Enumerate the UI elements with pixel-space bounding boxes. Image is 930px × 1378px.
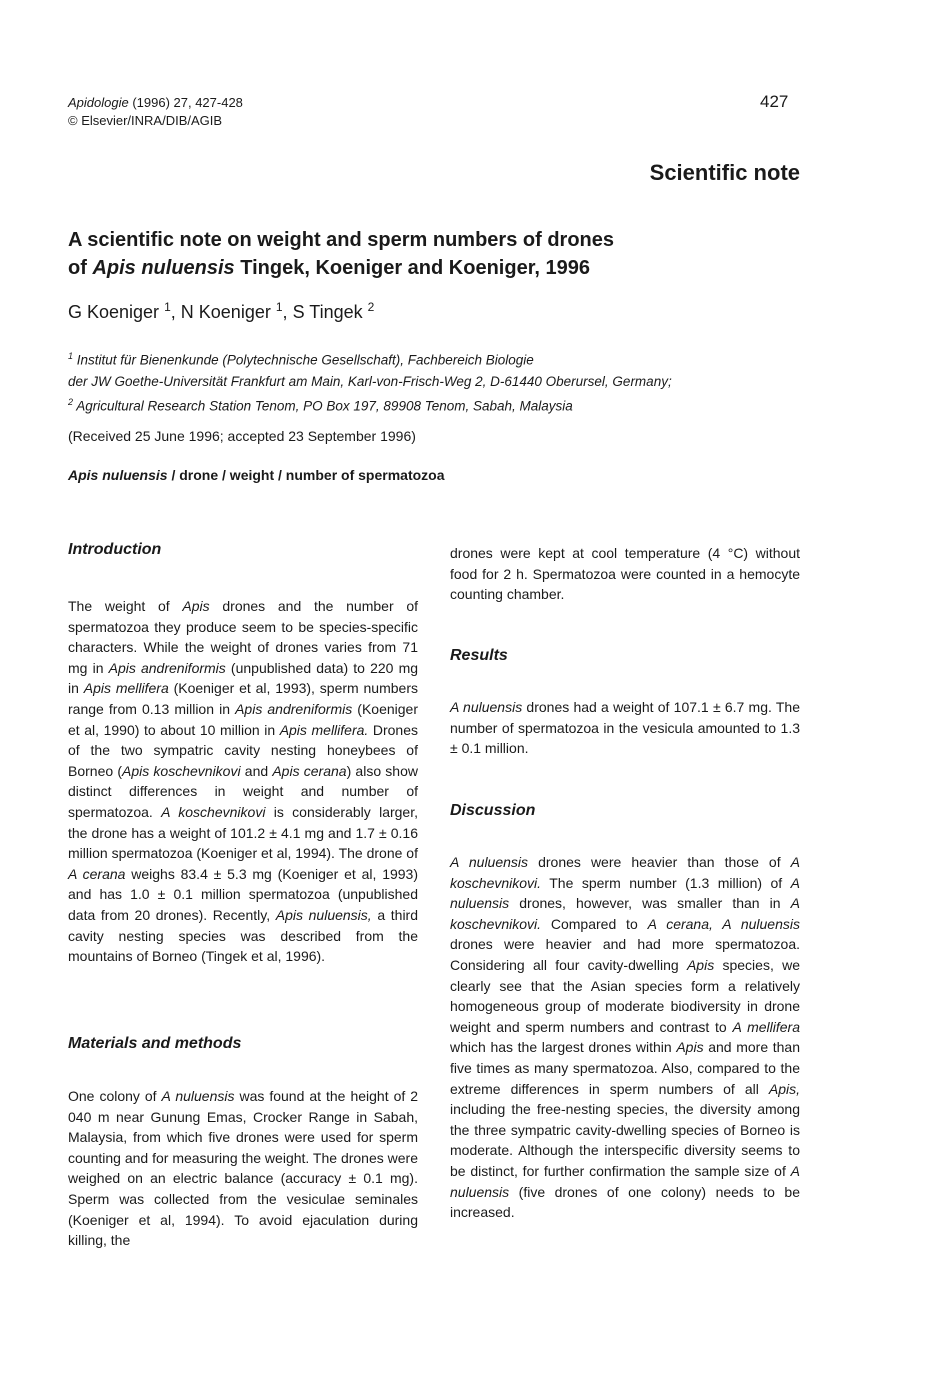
received-dates: (Received 25 June 1996; accepted 23 September 1996): [68, 428, 416, 444]
title-line-2: [68, 254, 808, 282]
affil-1-line-1: Institut für Bienenkunde (Polytechnische Gesellschaft), Fachbereich Biologie: [76, 352, 534, 368]
affil-sup: 2: [68, 396, 74, 407]
heading-materials: Materials and methods: [68, 1035, 242, 1052]
author-name: G Koeniger: [68, 302, 160, 322]
keywords-species: Apis nuluensis: [68, 467, 168, 483]
affil-sup: 1: [68, 351, 74, 361]
author-name: S Tingek: [292, 302, 363, 322]
keywords-rest: / drone / weight / number of spermatozoa: [167, 467, 445, 483]
page-number: 427: [760, 92, 789, 111]
heading-introduction: Introduction: [68, 541, 162, 558]
journal-volume: (1996) 27, 427-428: [128, 95, 243, 110]
heading-results: Results: [450, 647, 508, 664]
title-species: Apis nuluensis: [92, 257, 235, 279]
introduction-body: The weight of Apis drones and the number of spermatozoa they produce seem to be species-specific characters. While the weight of drones varies from 71 mg in Apis andreniformis (unpublished data) to 220 mg in Apis mellifera (Koeniger et al, 1993), sperm numbers range from 0.13 million in Apis andreniformis (Koeniger et al, 1990) to about 10 million in Apis mellifera. Drones of the two sympatric cavity nesting honeybees of Borneo (Apis koschevnikovi and Apis cerana) also show distinct differences in weight and number of spermatozoa. A koschevnikovi is considerably larger, the drone has a weight of 101.2 ± 4.1 mg and 1.7 ± 0.16 million spermatozoa (Koeniger et al, 1994). The drone of A cerana weighs 83.4 ± 5.3 mg (Koeniger et al, 1993) and has 1.0 ± 0.1 million spermatozoa (unpublished data from 20 drones). Recently, Apis nuluensis, a third cavity nesting species was described from the mountains of Borneo (Tingek et al, 1996).: [68, 598, 419, 965]
copyright: © Elsevier/INRA/DIB/AGIB: [68, 113, 223, 128]
author-name: N Koeniger: [180, 302, 271, 322]
heading-discussion: Discussion: [450, 802, 536, 819]
title-prefix: of: [68, 257, 93, 279]
results-body: A nuluensis drones had a weight of 107.1 ± 6.7 mg. The number of spermatozoa in the vesicula amounted to 1.3 ± 0.1 million.: [450, 699, 800, 757]
keywords: [68, 467, 445, 483]
author-sup: 1: [275, 300, 283, 314]
title-suffix: Tingek, Koeniger and Koeniger, 1996: [234, 257, 590, 279]
discussion-body: A nuluensis drones were heavier than those of A koschevnikovi. The sperm number (1.3 million) of A nuluensis drones, however, was smaller than in A koschevnikovi. Compared to A cerana, A nuluensis drones were heavier and had more spermatozoa. Considering all four cavity-dwelling Apis species, we clearly see that the Asian species form a relatively homogeneous group of moderate biodiversity in drone weight and sperm numbers and contrast to A mellifera which has the largest drones within Apis and more than five times as many spermatozoa. Also, compared to the extreme differences in sperm numbers of all Apis, including the free-nesting species, the diversity among the three sympatric cavity-dwelling species of Borneo is moderate. Although the interspecific diversity seems to be distinct, for further confirmation the sample size of A nuluensis (five drones of one colony) needs to be increased.: [450, 854, 801, 1221]
journal-citation: [68, 94, 243, 130]
title-line-1: A scientific note on weight and sperm numbers of drones: [68, 229, 614, 251]
materials-continued: drones were kept at cool temperature (4 °C) without food for 2 h. Spermatozoa were counted in a hemocyte counting chamber.: [450, 545, 800, 603]
article-title: [68, 226, 808, 282]
journal-name: Apidologie: [68, 95, 129, 110]
authors: G Koeniger $^1$, N Koeniger $^1$, S Tingek $^2$: [68, 300, 375, 322]
affil-1-line-2: der JW Goethe-Universität Frankfurt am Main, Karl-von-Frisch-Weg 2, D-61440 Oberursel, Germany;: [68, 373, 672, 389]
affiliations: [68, 346, 848, 416]
affil-2-line: Agricultural Research Station Tenom, PO Box 197, 89908 Tenom, Sabah, Malaysia: [76, 398, 573, 413]
materials-body: One colony of A nuluensis was found at the height of 2 040 m near Gunung Emas, Crocker Range in Sabah, Malaysia, from which five drones were used for sperm counting and for measuring the weight. The drones were weighed on an electric balance (accuracy ± 0.1 mg). Sperm was collected from the vesiculae seminales (Koeniger et al, 1994). To avoid ejaculation during killing, the: [68, 1088, 419, 1249]
section-label: Scientific note: [649, 160, 800, 185]
author-sup: 1: [164, 300, 171, 314]
author-sup: 2: [367, 300, 375, 314]
